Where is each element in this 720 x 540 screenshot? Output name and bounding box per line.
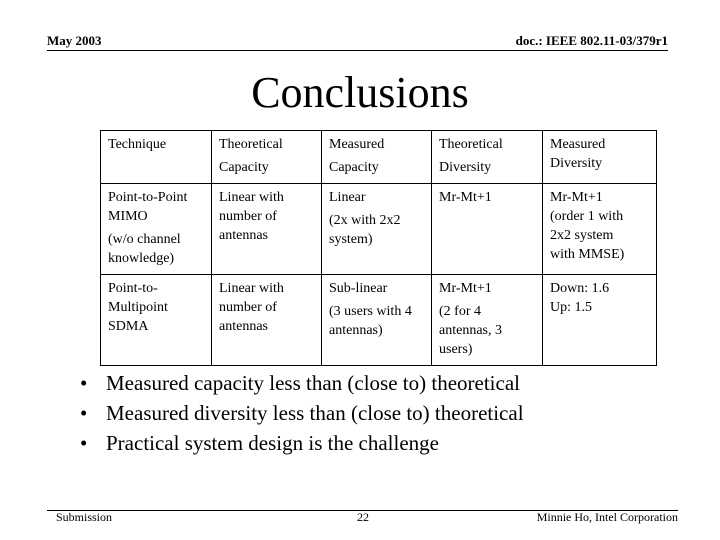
footer-submission: Submission xyxy=(56,510,113,524)
table-cell-line: Technique xyxy=(108,137,167,152)
bullet-dot-icon: • xyxy=(80,371,88,395)
header-date: May 2003 xyxy=(47,33,102,48)
table-row xyxy=(101,184,657,275)
table-cell-line: antennas xyxy=(219,228,268,243)
bullet-dot-icon: • xyxy=(80,431,88,455)
table-cell-line: Point-to- xyxy=(108,281,158,296)
table-cell-line: knowledge) xyxy=(108,251,175,266)
table-cell-line: Linear with xyxy=(219,281,284,296)
table-cell-line: Capacity xyxy=(329,160,379,175)
table-cell-line: Sub-linear xyxy=(329,281,388,296)
table-cell-line: Point-to-Point xyxy=(108,190,188,205)
conclusions-table xyxy=(100,130,657,366)
table-cell-line: Up: 1.5 xyxy=(550,300,592,315)
table-cell-line: (order 1 with xyxy=(550,209,624,224)
table-cell xyxy=(212,184,322,275)
table-header-row xyxy=(101,131,657,184)
bullet-text: Practical system design is the challenge xyxy=(106,431,439,455)
table-cell xyxy=(543,184,657,275)
table-cell xyxy=(543,275,657,366)
footer-author: Minnie Ho, Intel Corporation xyxy=(536,510,678,524)
table-cell xyxy=(101,275,212,366)
table-cell-line: SDMA xyxy=(108,319,149,334)
table-cell-line: Mr-Mt+1 xyxy=(439,281,492,296)
table-cell xyxy=(322,275,432,366)
table-cell-line: Diversity xyxy=(550,156,603,171)
table-header-cell xyxy=(212,131,322,184)
table-cell-line: antennas) xyxy=(329,323,383,338)
bullet-item xyxy=(76,428,524,458)
table-cell xyxy=(432,275,543,366)
table-cell-line: (3 users with 4 xyxy=(329,304,412,319)
footer-page-number: 22 xyxy=(357,510,369,524)
table-header-cell xyxy=(322,131,432,184)
table-cell-line: antennas xyxy=(219,319,268,334)
table-cell-line: Measured xyxy=(550,137,606,152)
table-header-cell xyxy=(101,131,212,184)
table-cell-line: users) xyxy=(439,342,473,357)
table-cell-line: Linear xyxy=(329,190,366,205)
table-cell xyxy=(322,184,432,275)
table-cell-line: Diversity xyxy=(439,160,492,175)
table-cell xyxy=(432,184,543,275)
bullet-dot-icon: • xyxy=(80,401,88,425)
table-header-cell xyxy=(543,131,657,184)
table-cell-line: 2x2 system xyxy=(550,228,614,243)
header-divider xyxy=(47,50,668,51)
table-cell-line: Multipoint xyxy=(108,300,168,315)
table-cell-line: number of xyxy=(219,300,277,315)
table-cell-line: Capacity xyxy=(219,160,269,175)
table-cell-line: number of xyxy=(219,209,277,224)
table-cell-line: Theoretical xyxy=(439,137,503,152)
table-cell-line: MIMO xyxy=(108,209,148,224)
bullet-text: Measured diversity less than (close to) theoretical xyxy=(106,401,524,425)
table-cell-line: Mr-Mt+1 xyxy=(439,190,492,205)
table-cell-line: Theoretical xyxy=(219,137,283,152)
table-cell xyxy=(101,184,212,275)
table-cell-line: (w/o channel xyxy=(108,232,181,247)
table-row xyxy=(101,275,657,366)
table-cell-line: Measured xyxy=(329,137,385,152)
table-cell xyxy=(212,275,322,366)
table-cell-line: Linear with xyxy=(219,190,284,205)
slide-title: Conclusions xyxy=(251,68,469,117)
table-cell-line: with MMSE) xyxy=(550,247,625,262)
table-cell-line: system) xyxy=(329,232,373,247)
header-doc-id: doc.: IEEE 802.11-03/379r1 xyxy=(515,33,668,48)
table-cell-line: Mr-Mt+1 xyxy=(550,190,603,205)
bullet-item xyxy=(76,368,524,398)
table-cell-line: antennas, 3 xyxy=(439,323,502,338)
bullet-text: Measured capacity less than (close to) theoretical xyxy=(106,371,520,395)
table-cell-line: Down: 1.6 xyxy=(550,281,610,296)
table-cell-line: (2 for 4 xyxy=(439,304,481,319)
table-header-cell xyxy=(432,131,543,184)
table-cell-line: (2x with 2x2 xyxy=(329,213,401,228)
bullet-list xyxy=(76,368,524,458)
bullet-item xyxy=(76,398,524,428)
